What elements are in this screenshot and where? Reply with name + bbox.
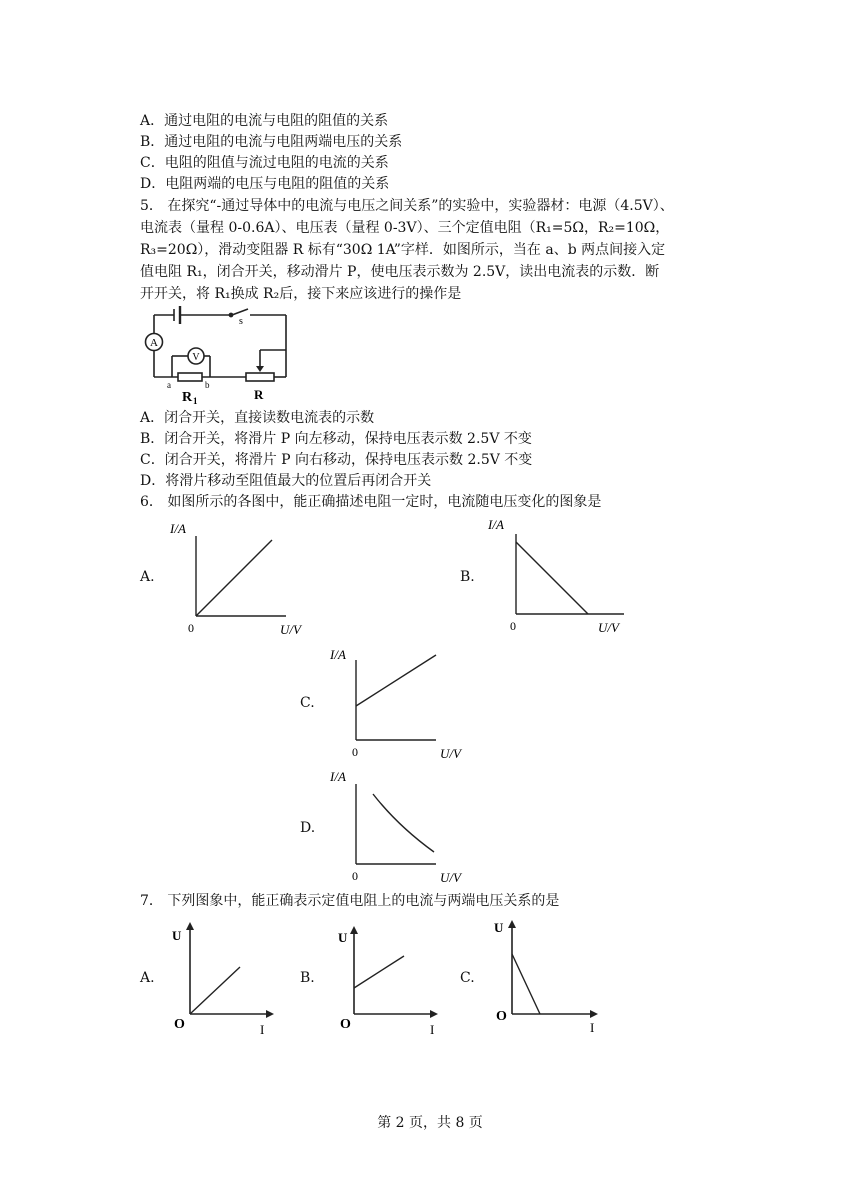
q6d-origin: 0: [352, 869, 358, 883]
switch-label: s: [239, 316, 243, 327]
r1-subscript: 1: [193, 396, 198, 406]
q7-label-a: A.: [140, 970, 155, 986]
q5-stem-line-5: 开开关，将 R₁换成 R₂后，接下来应该进行的操作是: [140, 286, 462, 302]
q6b-y-axis-label: I/A: [488, 517, 504, 532]
q7-stem: 7． 下列图象中，能正确表示定值电阻上的电流与两端电压关系的是: [140, 893, 560, 909]
q6b-origin: 0: [510, 619, 516, 633]
q7-label-b: B.: [300, 970, 315, 986]
q7a-origin: O: [174, 1017, 185, 1032]
q6-graph-d: [328, 766, 478, 888]
q6d-x-axis-label: U/V: [440, 870, 461, 885]
q6b-x-axis-label: U/V: [598, 620, 619, 635]
voltmeter-label: V: [192, 352, 200, 363]
q5-option-b: B．闭合开关，将滑片 P 向左移动，保持电压表示数 2.5V 不变: [140, 431, 532, 447]
q6-graph-c: [328, 642, 478, 764]
q4-option-d: D．电阻两端的电压与电阻的阻值的关系: [140, 176, 390, 192]
q6-label-a: A.: [140, 569, 155, 585]
q5-stem-line-2: 电流表（量程 0-0.6A）、电压表（量程 0-3V）、三个定值电阻（R₁=5Ω，R₂=10Ω，: [140, 220, 670, 236]
q6-graph-a: [168, 518, 318, 640]
q6c-x-axis-label: U/V: [440, 746, 461, 761]
r-label: R: [254, 387, 264, 402]
q6a-origin: 0: [188, 621, 194, 635]
q6-label-b: B.: [460, 569, 475, 585]
q5-option-c: C．闭合开关，将滑片 P 向右移动，保持电压表示数 2.5V 不变: [140, 452, 533, 468]
page-footer: 第 2 页，共 8 页: [377, 1115, 483, 1131]
q7b-x-axis-label: I: [430, 1022, 435, 1037]
q6-label-d: D.: [300, 820, 316, 836]
q7c-origin: O: [496, 1009, 507, 1024]
q5-stem-line-1: 5． 在探究“-通过导体中的电流与电压之间关系”的实验中，实验器材：电源（4.5V）、: [140, 198, 674, 214]
q5-option-a: A．闭合开关，直接读数电流表的示数: [140, 410, 375, 426]
q4-option-b: B．通过电阻的电流与电阻两端电压的关系: [140, 134, 403, 150]
q5-option-d: D．将滑片移动至阻值最大的位置后再闭合开关: [140, 473, 432, 489]
point-a-label: a: [167, 380, 171, 390]
circuit-diagram: [138, 305, 298, 405]
q6c-origin: 0: [352, 745, 358, 759]
q4-option-c: C．电阻的阻值与流过电阻的电流的关系: [140, 155, 389, 171]
ammeter-label: A: [150, 337, 158, 349]
q7a-y-axis-label: U: [172, 928, 182, 943]
q7b-y-axis-label: U: [338, 930, 348, 945]
q6a-x-axis-label: U/V: [280, 622, 301, 637]
r1-label: R: [182, 390, 193, 405]
q7-graph-b: [334, 922, 444, 1038]
q7c-x-axis-label: I: [590, 1020, 595, 1035]
point-b-label: b: [205, 380, 210, 390]
q6a-y-axis-label: I/A: [170, 521, 186, 536]
q7-label-c: C.: [460, 970, 475, 986]
q6-label-c: C.: [300, 695, 315, 711]
q7c-y-axis-label: U: [494, 920, 504, 935]
q5-stem-line-3: R₃=20Ω），滑动变阻器 R 标有“30Ω 1A”字样．如图所示，当在 a、b 两点间接入定: [140, 242, 666, 258]
q6-graph-b: [488, 516, 638, 638]
q6d-y-axis-label: I/A: [330, 769, 346, 784]
q7-graph-a: [168, 920, 278, 1036]
q7a-x-axis-label: I: [260, 1022, 265, 1037]
q7b-origin: O: [340, 1017, 351, 1032]
q4-option-a: A．通过电阻的电流与电阻的阻值的关系: [140, 113, 389, 129]
q5-stem-line-4: 值电阻 R₁，闭合开关，移动滑片 P，使电压表示数为 2.5V，读出电流表的示数．断: [140, 264, 660, 280]
q6c-y-axis-label: I/A: [330, 647, 346, 662]
q7-graph-c: [494, 916, 604, 1034]
q6-stem: 6． 如图所示的各图中，能正确描述电阻一定时，电流随电压变化的图象是: [140, 494, 602, 510]
